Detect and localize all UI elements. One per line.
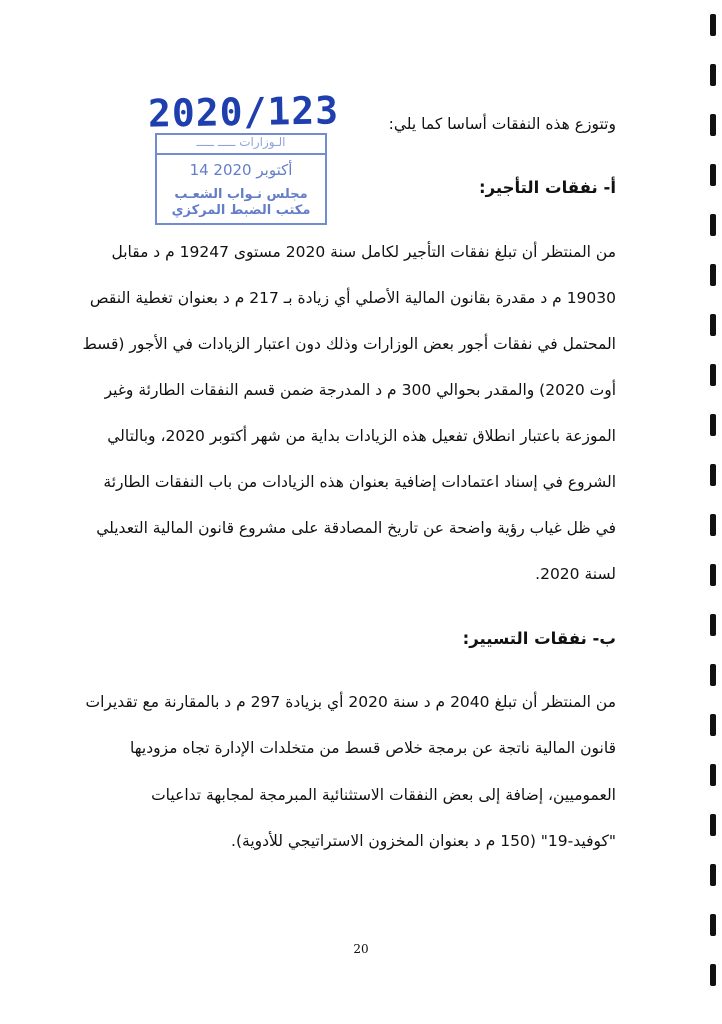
section-a-line: الموزعة باعتبار انطلاق تفعيل هذه الزيادات بداية من شهر أكتوبر 2020، وبالتالي (107, 427, 616, 445)
registration-number: 2020/123 (147, 88, 340, 136)
intro-line: وتتوزع هذه النفقات أساسا كما يلي: (388, 115, 616, 133)
section-b-line: العموميين، إضافة إلى بعض النفقات الاستثنائية المبرمجة لمجابهة تداعيات (151, 786, 616, 804)
section-b-line: "كوفيد-19" (150 م د بعنوان المخزون الاستراتيجي للأدوية). (231, 832, 616, 850)
section-a-line: من المنتظر أن تبلغ نفقات التأجير لكامل سنة 2020 مستوى 19247 م د مقابل (111, 243, 616, 261)
stamp-top-line: الـوزارات ـــــ ـــــ (196, 135, 286, 149)
section-a-line: لسنة 2020. (535, 565, 616, 583)
section-b-title: ب- نفقات التسيير: (462, 629, 616, 648)
section-a-line: في ظل غياب رؤية واضحة عن تاريخ المصادقة على مشروع قانون المالية التعديلي (96, 519, 616, 537)
section-a-line: المحتمل في نفقات أجور بعض الوزارات وذلك دون اعتبار الزيادات في الأجور (قسط (82, 335, 616, 353)
stamp-organization: مجلس نـواب الشعـب (174, 187, 308, 202)
stamp-date: 14 أكتوبر 2020 (189, 161, 293, 179)
binding-holes (708, 14, 716, 1014)
section-a-line: أوت 2020) والمقدر بحوالي 300 م د المدرجة ضمن قسم النفقات الطارئة وغير (104, 381, 616, 399)
stamp-office: مكتب الضبط المركزي (171, 203, 311, 218)
section-b-line: قانون المالية ناتجة عن برمجة خلاص قسط من متخلدات الإدارة تجاه مزوديها (130, 739, 616, 757)
page-number: 20 (353, 942, 369, 956)
section-a-title: أ- نفقات التأجير: (479, 178, 616, 197)
section-a-line: الشروع في إسناد اعتمادات إضافية بعنوان هذه الزيادات من باب النفقات الطارئة (103, 473, 616, 491)
section-b-line: من المنتظر أن تبلغ 2040 م د سنة 2020 أي بزيادة 297 م د بالمقارنة مع تقديرات (85, 693, 616, 711)
reception-stamp (155, 133, 327, 225)
stamp-divider (157, 153, 325, 155)
section-a-line: 19030 م د مقدرة بقانون المالية الأصلي أي زيادة بـ 217 م د بعنوان تغطية النقص (89, 289, 616, 307)
